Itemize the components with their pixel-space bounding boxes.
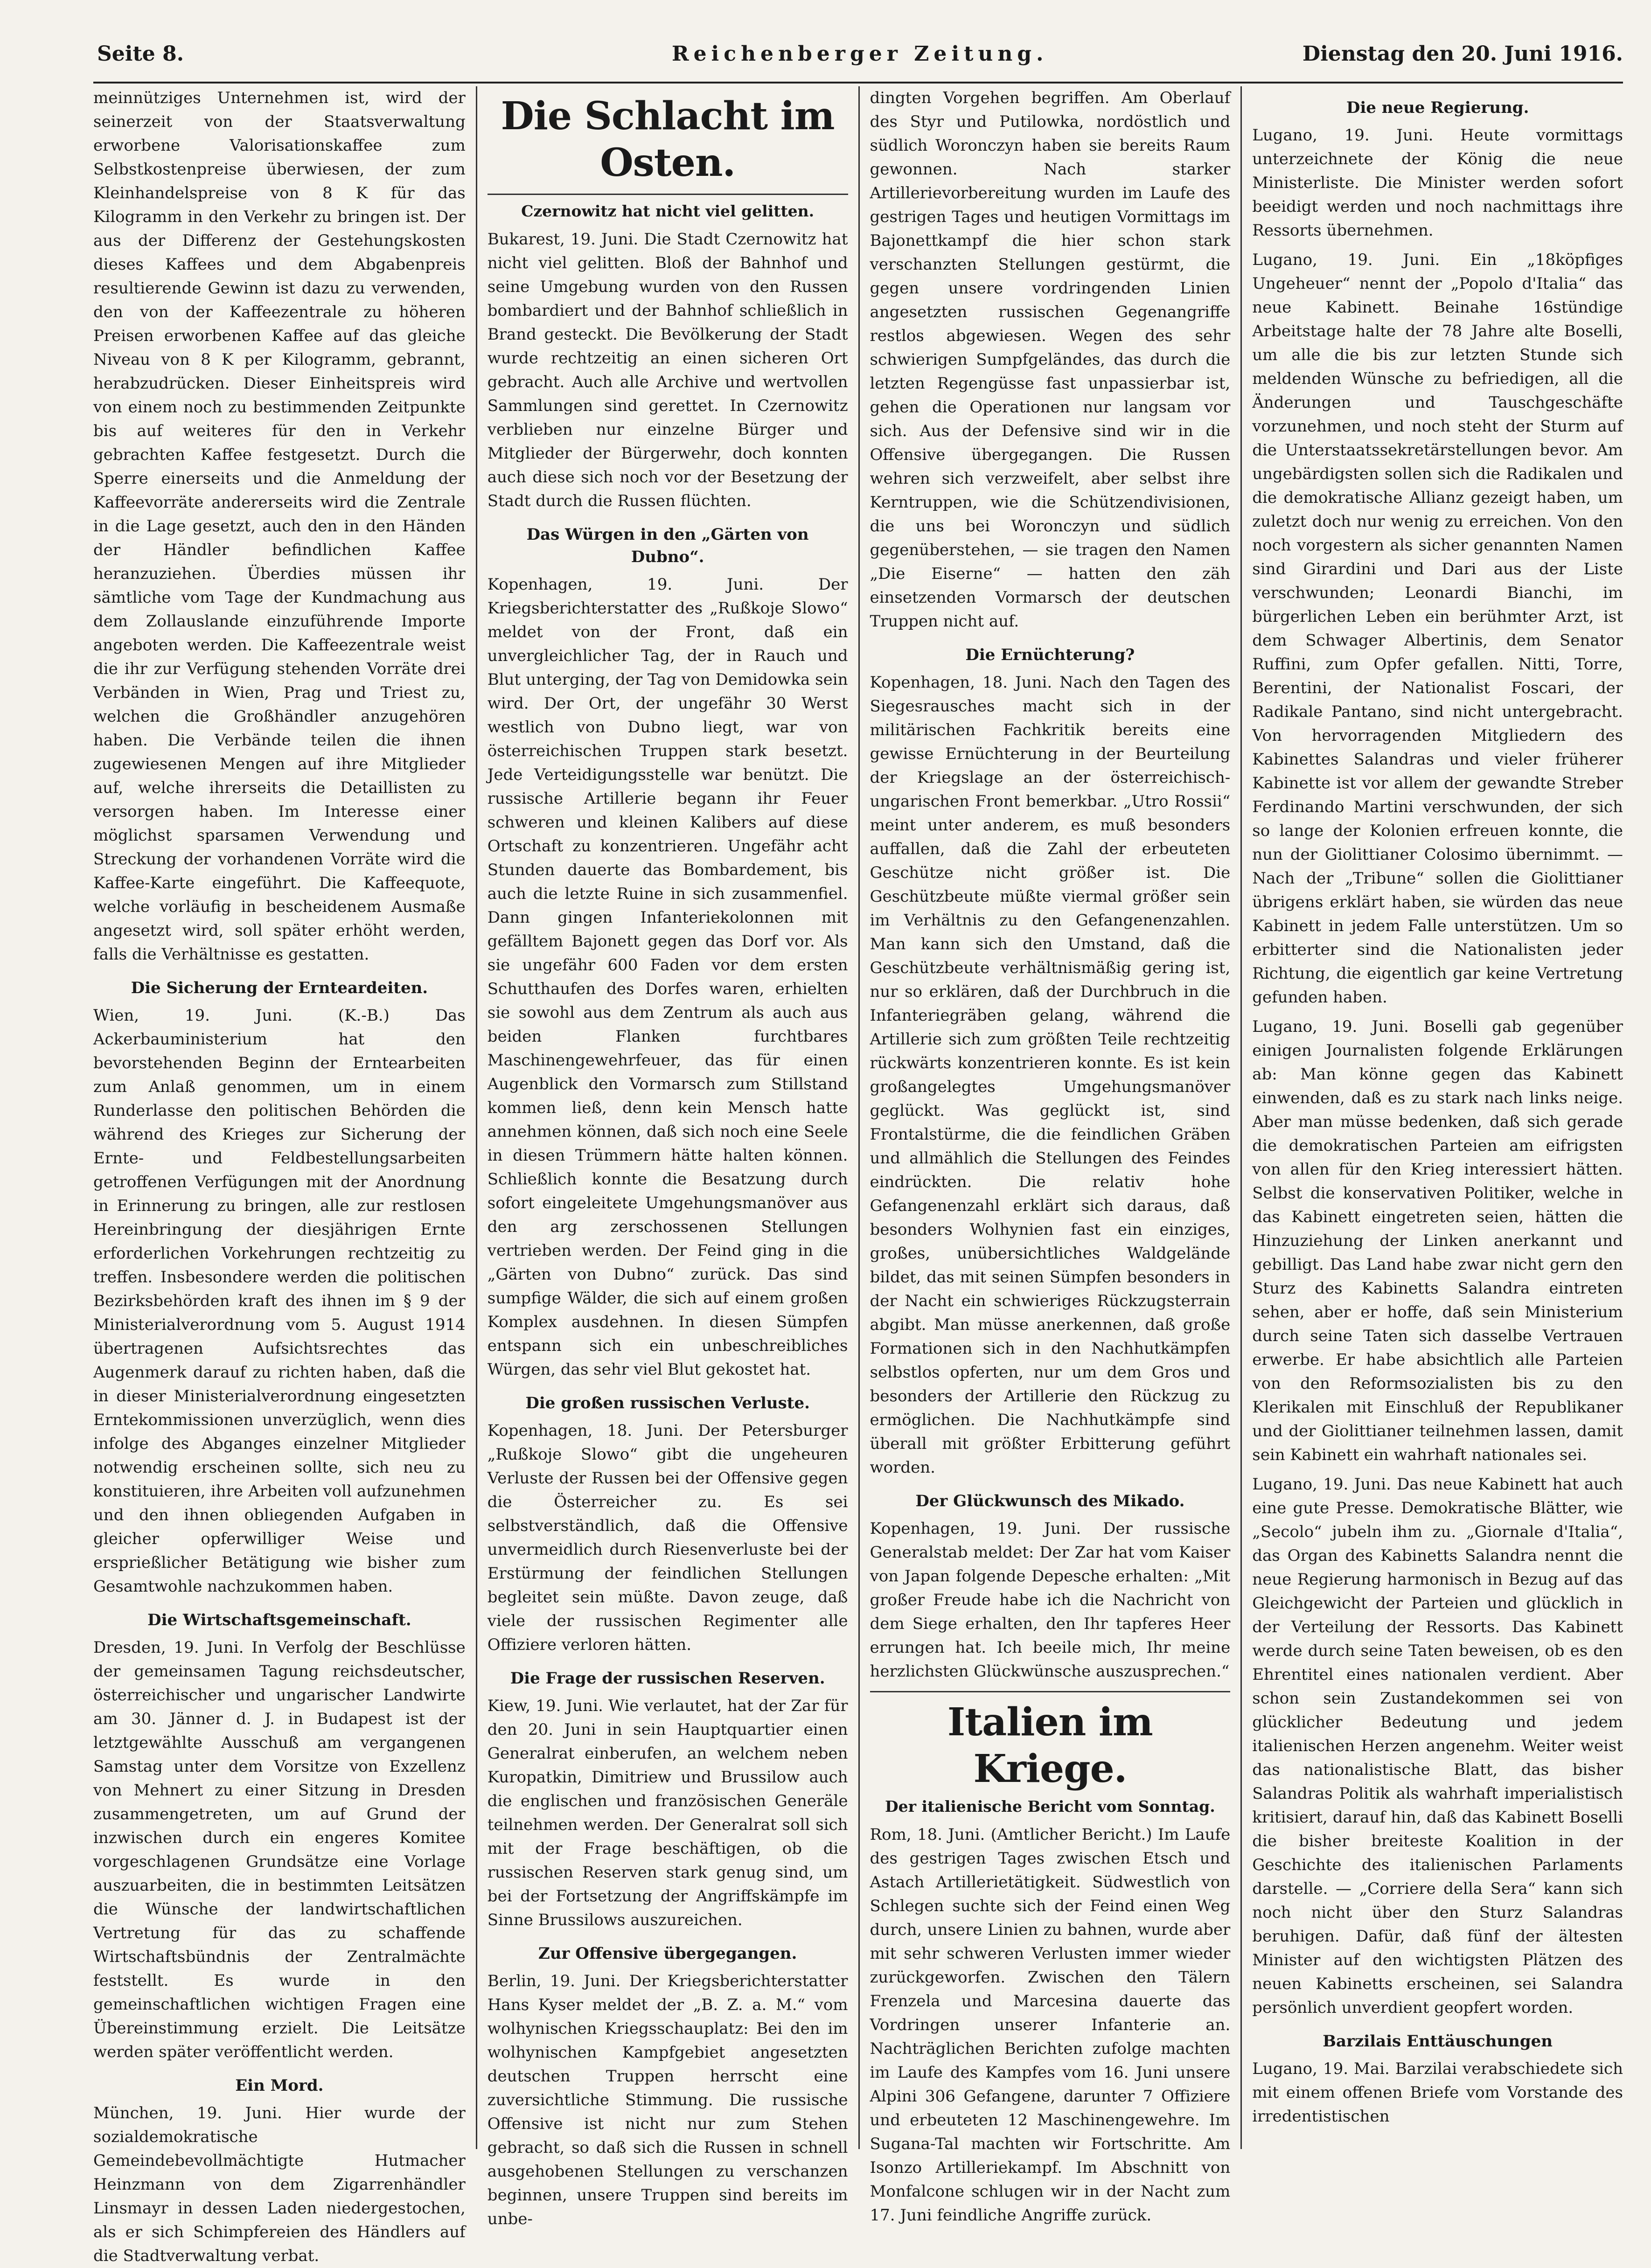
barzilai-paragraph: Lugano, 19. Mai. Barzilai verabschiedete sich mit einem offenen Briefe vom Vorstande des irredentistischen — [1252, 2059, 1623, 2126]
ernuechterung-paragraph: Kopenhagen, 18. Juni. Nach den Tagen des Siegesrausches macht sich in der militärischen Fachkritik bereits eine gewisse Ernüchterung in der Beurteilung der Kriegslage an der österreichisch-ungarischen Front bemerkbar. „Utro Rossii“ meint unter anderem, es muß besonders auffallen, daß die Zahl der erbeuteten Geschütze nicht größer ist. Die Geschützbeute müßte viermal größer sein im Verhältnis zu den Gefangenenzahlen. Man kann sich den Umstand, daß die Geschützbeute verhältnismäßig gering ist, nur so erklären, daß der Durchbruch in die Infanteriegräben gelang, während die Artillerie sich zum größten Teile rechtzeitig rückwärts konzentrieren konnte. Es ist kein großangelegtes Umgehungsmanöver geglückt. Was geglückt ist, sind Frontalstürme, die die feindlichen Gräben und allmählich die Stellungen des Feindes eindrückten. Die relativ hohe Gefangenenzahl erklärt sich daraus, daß besonders Wolhynien fast ein einziges, großes, unübersichtliches Waldgelände bildet, das mit seinen Sümpfen besonders in der Nacht ein schwieriges Rückzugsterrain abgibt. Man müsse anerkennen, daß große Formationen sich in den Nachhutkämpfen selbstlos opferten, nur um dem Gros und besonders der Artillerie den Rückzug zu ermöglichen. Die Nachhutkämpfe sind überall mit größter Erbitterung geführt worden. — [870, 673, 1231, 1477]
regierung-paragraph-2: Lugano, 19. Juni. Ein „18köpfiges Ungeheuer“ nennt der „Popolo d'Italia“ das neue Kabinett. Beinahe 16stündige Arbeitstage halte der 78 Jahre alte Boselli, um alle die bis zur letzten Stunde sich meldenden Wünsche zu befriedigen, all die Änderungen und Tauschgeschäfte vorzunehmen, und noch steht der Sturm auf die Unterstaatssekretärstellungen bevor. Am ungebärdigsten sollen sich die Radikalen und die demokratische Allianz gezeigt haben, um zuletzt doch nur wenig zu erreichen. Von den noch vorgestern als sicher genannten Namen sind Girardini und Dari aus der Liste verschwunden; Leonardi Bianchi, im bürgerlichen Leben ein berühmter Arzt, ist dem Schwager Albertinis, dem Senator Ruffini, zum Opfer gefallen. Nitti, Torre, Berentini, der Nationalist Foscari, der Radikale Pantano, sind nicht untergebracht. Von hervorragenden Mitgliedern des Kabinettes Salandras und vieler früherer Kabinette ist vor allem der gewandte Streber Ferdinando Martini verschwunden, der sich so lange der Kolonien erfreuen konnte, die nun der Giolittianer Colosimo übernimmt. — Nach der „Tribune“ sollen die Giolittianer übrigens erklärt haben, sie würden das neue Kabinett in jedem Falle unterstützen. Um so erbitterter sind die Nationalisten jeder Richtung, die eigentlich gar keine Vertretung gefunden haben. — [1252, 250, 1623, 1007]
verluste-paragraph: Kopenhagen, 18. Juni. Der Petersburger „Rußkoje Slowo“ gibt die ungeheuren Verluste der Russen bei der Offensive gegen die Österreicher zu. Es sei selbstverständlich, daß die Offensive unvermeidlich durch Riesenverluste bei der Erstürmung der feindlichen Stellungen begleitet sein müßte. Davon zeuge, daß viele der russischen Regimenter alle Offiziere verloren hätten. — [487, 1421, 848, 1654]
mikado-heading: Der Glückwunsch des Mikado. — [915, 1492, 1185, 1510]
dubno-paragraph: Kopenhagen, 19. Juni. Der Kriegsberichterstatter des „Rußkoje Slowo“ meldet von der Front, daß ein unvergleichlicher Tag, der in Rauch und Blut unterging, der Tag von Demidowka sein wird. Der Ort, der ungefähr 30 Werst westlich von Dubno liegt, war von österreichischen Truppen stark besetzt. Jede Verteidigungsstelle war benützt. Die russische Artillerie begann ihr Feuer schweren und kleinen Kalibers auf diese Ortschaft zu konzentrieren. Ungefähr acht Stunden dauerte das Bombardement, bis auch die letzte Ruine in sich zusammenfiel. Dann gingen Infanteriekolonnen mit gefälltem Bajonett gegen das Dorf vor. Als sie ungefähr 600 Faden vor dem ersten Schutthaufen des Dorfes waren, erhielten sie sowohl aus dem Zentrum als auch aus beiden Flanken furchtbares Maschinengewehrfeuer, das für einen Augenblick den Vormarsch zum Stillstand kommen ließ, denn kein Mensch hatte annehmen können, daß sich noch eine Seele in diesen Trümmern hätte halten können. Schließlich konnte die Besatzung durch sofort eingeleitete Umgehungsmanöver aus den arg zerschossenen Stellungen vertrieben werden. Der Feind ging in die „Gärten von Dubno“ zurück. Das sind sumpfige Wälder, die sich auf einem großen Komplex ausdehnen. In diesen Sümpfen entspann sich ein unbeschreibliches Würgen, das sehr viel Blut gekostet hat. — [487, 575, 848, 1379]
section-rule — [870, 1691, 1231, 1692]
barzilai-heading: Barzilais Enttäuschungen — [1323, 2032, 1553, 2051]
verluste-heading: Die großen russischen Verluste. — [525, 1394, 810, 1412]
czernowitz-heading: Czernowitz hat nicht viel gelitten. — [521, 202, 815, 220]
mikado-paragraph: Kopenhagen, 19. Juni. Der russische Generalstab meldet: Der Zar hat vom Kaiser von Japan folgende Depesche erhalten: „Mit großer Freude habe ich die Nachricht von dem Siege erhalten, den Ihr tapferes Heer errungen hat. Ich beeile mich, Ihr meine herzlichsten Glückwünsche auszusprechen.“ — [870, 1519, 1231, 1681]
bericht-paragraph: Rom, 18. Juni. (Amtlicher Bericht.) Im Laufe des gestrigen Tages zwischen Etsch und Astach Artillerietätigkeit. Südwestlich von Schlegen suchte sich der Feind einen Weg durch, unsere Linien zu bahnen, wurde aber mit sehr schweren Verlusten immer wieder zurückgeworfen. Zwischen den Tälern Frenzela und Marcesina dauerte das Vordringen unserer Infanterie an. Nachträglichen Berichten zufolge machten im Laufe des Kampfes vom 16. Juni unsere Alpini 306 Gefangene, darunter 7 Offiziere und erbeuteten 12 Maschinengewehre. Im Sugana-Tal machten wir Fortschritte. Am Isonzo Artilleriekampf. Im Abschnitt von Monfalcone schlugen wir in der Nacht zum 17. Juni feindliche Angriffe zurück. — [870, 1825, 1231, 2225]
article-columns — [93, 86, 1623, 2265]
regierung-paragraph-4: Lugano, 19. Juni. Das neue Kabinett hat auch eine gute Presse. Demokratische Blätter, wie „Secolo“ jubeln ihm zu. „Giornale d'Italia“, das Organ des Kabinetts Salandra nennt die neue Regierung harmonisch in Bezug auf das Gleichgewicht der Parteien und glücklich in der Verteilung der Ressorts. Das Kabinett werde durch seine Taten beweisen, ob es den Ehrentitel eines nationalen verdient. Aber schon sein Zustandekommen sei von glücklicher Bedeutung und jedem italienischen Herzen angenehm. Weiter weist das nationalistische Blatt, das bisher Salandras Politik als wahrhaft imperialistisch kritisiert, darauf hin, daß das Kabinett Boselli die bisher breiteste Koalition in der Geschichte des italienischen Parlaments darstelle. — „Corriere della Sera“ kann sich noch nicht über den Sturz Salandras beruhigen. Dafür, daß fünf der ältesten Minister auf den wichtigsten Plätzen des neuen Kabinetts erscheinen, sei Salandra persönlich unverdient geopfert worden. — [1252, 1475, 1623, 2017]
issue-date: Dienstag den 20. Juni 1916. — [1302, 42, 1623, 66]
ernte-heading: Die Sicherung der Ernteardeiten. — [131, 979, 428, 997]
czernowitz-paragraph: Bukarest, 19. Juni. Die Stadt Czernowitz hat nicht viel gelitten. Bloß der Bahnhof und seine Umgebung wurden von den Russen bombardiert und der Bahnhof schließlich in Brand gesteckt. Die Bevölkerung der Stadt wurde rechtzeitig an einen sicheren Ort gebracht. Auch alle Archive und wertvollen Sammlungen sind gerettet. In Czernowitz verblieben nur einzelne Bürger und Mitglieder der Bürgerwehr, doch konnten auch diese sich noch vor der Besetzung der Stadt durch die Russen flüchten. — [487, 230, 848, 510]
column-4 — [1240, 86, 1623, 2149]
osten-headline: Die Schlacht im Osten. — [501, 94, 835, 185]
headline-rule — [488, 194, 848, 195]
regierung-paragraph-1: Lugano, 19. Juni. Heute vormittags unterzeichnete der König die neue Ministerliste. Die Minister werden sofort beeidigt werden und noch nachmittags ihre Ressorts übernehmen. — [1252, 126, 1623, 240]
wirtschaft-paragraph: Dresden, 19. Juni. In Verfolg der Beschlüsse der gemeinsamen Tagung reichsdeutscher, österreichischer und ungarischer Landwirte am 30. Jänner d. J. in Budapest ist der letztgewählte Ausschuß am vergangenen Samstag unter dem Vorsitze von Exzellenz von Mehnert zu einer Sitzung in Dresden zusammengetreten, um auf Grund der inzwischen durch ein engeres Komitee vorgeschlagenen Grundsätze eine Vorlage auszuarbeiten, die in bestimmten Leitsätzen die Wünsche der landwirtschaftlichen Vertretung für das zu schaffende Wirtschaftsbündnis der Zentralmächte feststellt. Es wurde in den gemeinschaftlichen wichtigen Fragen eine Übereinstimmung erzielt. Die Leitsätze werden später veröffentlicht werden. — [93, 1638, 466, 2061]
regierung-paragraph-3: Lugano, 19. Juni. Boselli gab gegenüber einigen Journalisten folgende Erklärungen ab: Man könne gegen das Kabinett einwenden, daß es zu stark nach links neige. Aber man müsse bedenken, daß sich gerade die demokratischen Parteien am eifrigsten von allen für den Krieg interessiert hätten. Selbst die konservativen Politiker, welche in das Kabinett eingetreten seien, hätten die Hinzuziehung der Linken anerkannt und gebilligt. Das Land habe zwar nicht gern den Sturz des Kabinetts Salandra eintreten sehen, aber er hoffe, daß sein Ministerium durch seine Taten sich dasselbe Vertrauen erwerbe. Er habe absichtlich alle Parteien von den Reformsozialisten bis zu den Klerikalen mit Einschluß der Republikaner und der Giolittianer teilnehmen lassen, damit sein Kabinett ein wahrhaft nationales sei. — [1252, 1017, 1623, 1464]
offensive-continued-paragraph: dingten Vorgehen begriffen. Am Oberlauf des Styr und Putilowka, nordöstlich und südlich Woronczyn haben sie bereits Raum gewonnen. Nach starker Artillerievorbereitung wurden im Laufe des gestrigen Tages und heutigen Vormittags im Bajonettkampf die hier schon stark verschanzten Stellungen gestürmt, die gegen unsere vordringenden Linien angesetzten russischen Gegenangriffe restlos abgewiesen. Wegen des sehr schwierigen Sumpfgeländes, das durch die letzten Regengüsse fast unpassierbar ist, gehen die Operationen nur langsam vor sich. Aus der Defensive sind wir in die Offensive übergegangen. Die Russen wehren sich verzweifelt, aber selbst ihre Kerntruppen, wie die Schützendivisionen, die uns bei Woronczyn und südlich gegenüberstehen, — sie tragen den Namen „Die Eiserne“ — hatten den zäh einsetzenden Vormarsch der deutschen Truppen nicht auf. — [870, 89, 1231, 631]
reserven-heading: Die Frage der russischen Reserven. — [510, 1669, 825, 1688]
column-1 — [93, 86, 476, 2265]
bericht-heading: Der italienische Bericht vom Sonntag. — [885, 1797, 1215, 1816]
mord-heading: Ein Mord. — [235, 2076, 324, 2095]
column-2 — [476, 86, 858, 2228]
header-rule — [93, 82, 1623, 83]
regierung-heading: Die neue Regierung. — [1346, 98, 1529, 117]
wirtschaft-heading: Die Wirtschaftsgemeinschaft. — [147, 1611, 411, 1629]
offensive-heading: Zur Offensive übergegangen. — [538, 1944, 797, 1963]
ernuechterung-heading: Die Ernüchterung? — [965, 646, 1135, 664]
italien-headline: Italien im Kriege. — [947, 1700, 1153, 1791]
newspaper-title: Reichenberger Zeitung. — [672, 42, 1048, 66]
ernte-paragraph: Wien, 19. Juni. (K.-B.) Das Ackerbauministerium hat den bevorstehenden Beginn der Erntearbeiten zum Anlaß genommen, um in einem Runderlasse den politischen Behörden die während des Krieges zur Sicherung der Ernte- und Feldbestellungsarbeiten getroffenen Verfügungen mit der Anordnung in Erinnerung zu bringen, alle zur restlosen Hereinbringung der diesjährigen Ernte erforderlichen Vorkehrungen rechtzeitig zu treffen. Insbesondere werden die politischen Bezirksbehörden kraft des ihnen im § 9 der Ministerialverordnung vom 5. August 1914 übertragenen Aufsichtsrechtes das Augenmerk darauf zu richten haben, daß die in dieser Ministerialverordnung eingesetzten Erntekommissionen unverzüglich, wenn dies infolge des Abganges einzelner Mitglieder notwendig erscheinen sollte, sich neu zu konstituieren, ihre Arbeiten voll aufzunehmen und den ihnen obliegenden Aufgaben in gleicher opferwilliger Weise und ersprießlicher Betätigung wie bisher zum Gesamtwohle nachzukommen haben. — [93, 1006, 466, 1596]
page-header — [93, 37, 1623, 79]
offensive-paragraph: Berlin, 19. Juni. Der Kriegsberichterstatter Hans Kyser meldet der „B. Z. a. M.“ vom wolhynischen Kriegsschauplatz: Bei den im wolhynischen Kampfgebiet angesetzten deutschen Truppen herrscht eine zuversichtliche Stimmung. Die russische Offensive ist nicht nur zum Stehen gebracht, so daß sich die Russen in schnell ausgehobenen Stellungen zu verschanzen beginnen, unsere Truppen sind bereits im unbe- — [487, 1972, 848, 2228]
column-3 — [858, 86, 1241, 2225]
kaffee-paragraph: meinnütziges Unternehmen ist, wird der seinerzeit von der Staatsverwaltung erworbene Valorisationskaffee zum Selbstkostenpreise überwiesen, der zum Kleinhandelspreise von 8 K für das Kilogramm in den Verkehr zu bringen ist. Der aus der Differenz der Gestehungskosten dieses Kaffees und dem Abgabenpreis resultierende Gewinn ist dazu zu verwenden, den von der Kaffeezentrale zu höheren Preisen erworbenen Kaffee auf das gleiche Niveau von 8 K per Kilogramm, gebrannt, herabzudrücken. Dieser Einheitspreis wird von einem noch zu bestimmenden Zeitpunkte bis auf weiteres für den in Verkehr gebrachten Kaffee festgesetzt. Durch die Sperre einerseits und die Anmeldung der Kaffeevorräte andererseits wird die Zentrale in die Lage gesetzt, auch den in den Händen der Händler befindlichen Kaffee heranzuziehen. Überdies müssen ihr sämtliche vom Tage der Kundmachung aus dem Zollauslande einzuführende Importe angeboten werden. Die Kaffeezentrale weist die ihr zur Verfügung stehenden Vorräte drei Verbänden in Wien, Prag und Triest zu, welchen die Großhändler anzugehören haben. Die Verbände teilen die ihnen zugewiesenen Mengen auf ihre Mitglieder auf, welche ihrerseits die Detaillisten zu versorgen haben. Im Interesse einer möglichst sparsamen Verwendung und Streckung der vorhandenen Vorräte wird die Kaffee-Karte eingeführt. Die Kaffeequote, welche vorläufig in bescheidenem Ausmaße angesetzt wird, soll später erhöht werden, falls die Verhältnisse es gestatten. — [93, 89, 466, 964]
mord-paragraph: München, 19. Juni. Hier wurde der sozialdemokratische Gemeindebevollmächtigte Hutmacher Heinzmann von dem Zigarrenhändler Linsmayr in dessen Laden niedergestochen, als er sich Schimpfereien des Händlers auf die Stadtverwaltung verbat. — [93, 2104, 466, 2265]
dubno-heading: Das Würgen in den „Gärten von Dubno“. — [526, 525, 809, 566]
page-number: Seite 8. — [97, 42, 184, 66]
reserven-paragraph: Kiew, 19. Juni. Wie verlautet, hat der Zar für den 20. Juni in sein Hauptquartier einen Generalrat einberufen, an welchem neben Kuropatkin, Dimitriew und Brussilow auch die englischen und französischen Generäle teilnehmen werden. Der Generalrat soll sich mit der Frage beschäftigen, ob die russischen Reserven stark genug sind, um bei der Fortsetzung der Angriffskämpfe im Sinne Brussilows auszureichen. — [487, 1697, 848, 1929]
